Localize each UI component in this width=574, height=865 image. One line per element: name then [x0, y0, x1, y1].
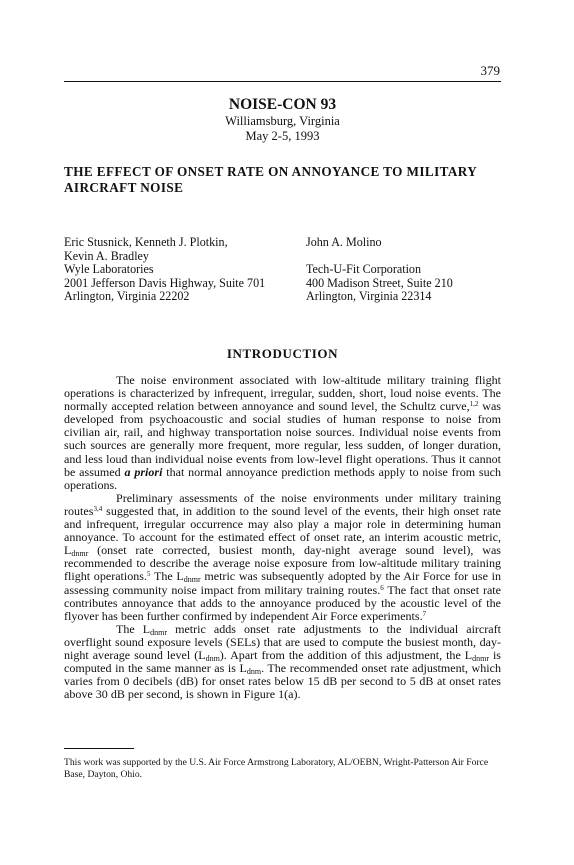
citation: 3,4 — [93, 504, 103, 513]
footnote: This work was supported by the U.S. Air Force Armstrong Laboratory, AL/OEBN, Wright-Patterson Air Force Base, Dayton, Ohio. — [64, 757, 489, 780]
citation: 6 — [380, 583, 384, 592]
authors-left — [64, 236, 294, 304]
author-affiliation: Tech-U-Fit Corporation — [306, 262, 422, 276]
body-text — [64, 374, 501, 701]
authors-right — [306, 236, 506, 304]
conference-dates: May 2-5, 1993 — [245, 129, 320, 143]
author-city: Arlington, Virginia 22314 — [306, 289, 432, 303]
conference-location: Williamsburg, Virginia — [225, 114, 340, 128]
author-address: 2001 Jefferson Davis Highway, Suite 701 — [64, 275, 266, 290]
footnote-rule — [64, 748, 134, 749]
paper-title: THE EFFECT OF ONSET RATE ON ANNOYANCE TO MILITARY AIRCRAFT NOISE — [64, 164, 477, 195]
author-names: Eric Stusnick, Kenneth J. Plotkin, — [64, 235, 228, 249]
page-number: 379 — [480, 63, 500, 78]
citation: 1,2 — [469, 400, 479, 409]
section-heading: INTRODUCTION — [226, 346, 339, 361]
author-city: Arlington, Virginia 22202 — [64, 289, 190, 303]
paragraph-2: Preliminary assessments of the noise environments under military training routes$^{3,4}$ suggested that, in addition to the sound level of the events, their high onset rate and infrequent, irregular occurrence may also play a major role in determining human annoyance. To account for the estimated effect of onset rate, an interim acoustic metric, $L_{dnmr}$ (onset rate corrected, busiest month, day-night average sound level), was recommended to describe the average noise exposure from low-altitude military training flight operations.$^5$ The $L_{dnmr}$ metric was subsequently adopted by the Air Force for use in assessing community noise impact from military training routes.$^6$ The fact that onset rate contributes annoyance that adds to the annoyance produced by the acoustic level of the flyover has been further confirmed by independent Air Force experiments.$^7$ — [64, 490, 501, 623]
paragraph-1: The noise environment associated with low-altitude military training flight operations is characterized by infrequent, irregular, sudden, short, loud noise events. The normally accepted relation between annoyance and sound level, the Schultz curve,$^{1,2}$ was developed from psychoacoustic and social studies of human response to noise from civilian air, rail, and highway transportation noise sources. Individual noise events from such sources are generally more frequent, more regular, less sudden, of longer duration, and less loud than individual noise events from low-level flight operations. Thus it cannot be assumed a priori that normal annoyance prediction methods apply to noise from such operations. — [64, 373, 501, 492]
citation: 5 — [147, 570, 151, 579]
paragraph-3: The $L_{dnmr}$ metric adds onset rate adjustments to the individual aircraft overflight sound exposure levels (SELs) that are used to compute the busiest month, day-night average sound level $(L_{dnm})$. Apart from the addition of this adjustment, the $L_{dnmr}$ is computed in the same manner as is $L_{dnm}$. The recommended onset rate adjustment, which varies from 0 decibels (dB) for onset rates below 15 dB per second to 5 dB at onset rates above 30 dB per second, is shown in Figure 1(a). — [64, 621, 502, 702]
conference-name: NOISE-CON 93 — [228, 96, 337, 113]
conference-block — [64, 96, 501, 144]
author-names: Kevin A. Bradley — [64, 248, 149, 263]
author-address: 400 Madison Street, Suite 210 — [306, 275, 453, 290]
italic-text: a priori — [124, 464, 163, 479]
author-affiliation: Wyle Laboratories — [64, 262, 154, 276]
citation: 7 — [422, 609, 427, 618]
author-names: John A. Molino — [306, 235, 382, 249]
header-rule — [64, 81, 501, 82]
